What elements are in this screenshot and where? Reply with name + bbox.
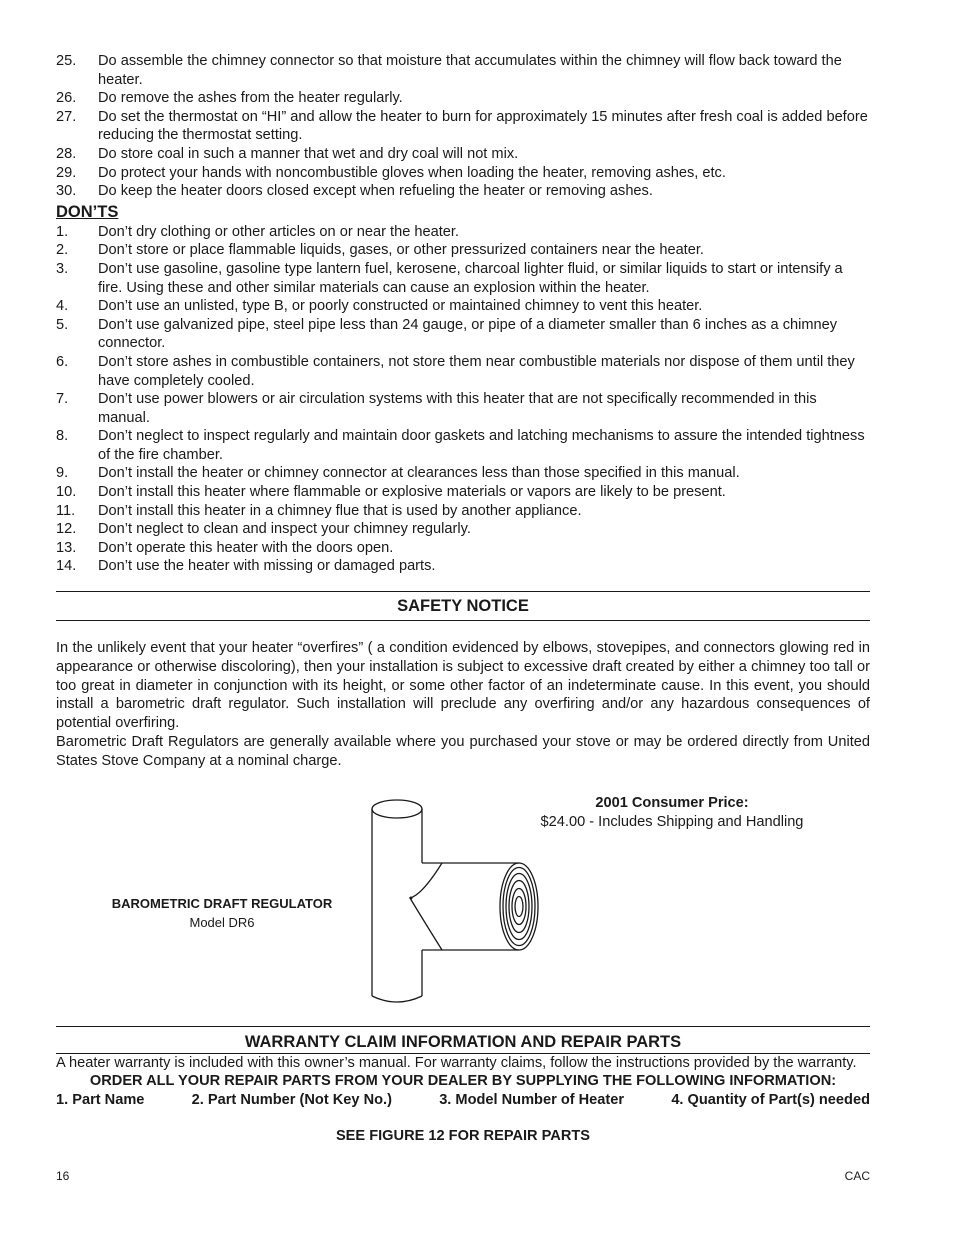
list-item-text: Do protect your hands with noncombustible gloves when loading the heater, removing ashes, etc. [98,164,726,181]
dont-item [56,297,870,316]
document-code: CAC [844,1169,870,1183]
list-item-number: 1. [56,223,69,240]
list-item-text: Don’t use an unlisted, type B, or poorly constructed or maintained chimney to vent this heater. [98,298,703,315]
dont-item [56,241,870,260]
safety-top-rule [56,591,870,592]
list-item-number: 10. [56,484,77,501]
warranty-top-rule [56,1026,870,1027]
list-item-text: Don’t use galvanized pipe, steel pipe less than 24 gauge, or pipe of a diameter smaller than 6 inches as a chimney connector. [98,316,838,352]
safety-bottom-rule [56,620,870,621]
list-item-text: Don’t use the heater with missing or damaged parts. [98,558,436,575]
dont-item [56,483,870,502]
list-item-text: Don’t install the heater or chimney connector at clearances less than those specified in this manual. [98,465,740,482]
page-footer [56,1169,870,1183]
do-item [56,108,870,145]
page-number: 16 [56,1169,70,1183]
list-item-text: Don’t store or place flammable liquids, gases, or other pressurized containers near the heater. [98,242,704,259]
donts-heading: DON’TS [56,202,119,221]
dont-item [56,520,870,539]
dont-item [56,390,870,427]
warranty-paragraph: A heater warranty is included with this owner’s manual. For warranty claims, follow the instructions provided by the warranty. [56,1054,857,1071]
list-item-number: 2. [56,242,69,259]
part-name-item: 1. Part Name [56,1092,145,1109]
regulator-caption [56,894,388,932]
list-item-text: Do remove the ashes from the heater regularly. [98,90,403,107]
list-item-number: 4. [56,298,69,315]
pivot-dot [410,896,413,899]
do-item [56,164,870,183]
regulator-caption-title: BAROMETRIC DRAFT REGULATOR [111,895,333,911]
regulator-face-ring-4 [512,888,526,924]
order-instructions: ORDER ALL YOUR REPAIR PARTS FROM YOUR DEALER BY SUPPLYING THE FOLLOWING INFORMATION: [89,1073,837,1090]
do-item [56,89,870,108]
regulator-face-ring-1 [503,867,535,945]
dont-item [56,223,870,242]
list-item-text: Don’t use gasoline, gasoline type lantern fuel, kerosene, charcoal lighter fluid, or similar liquids to start or intensify a fire. Using these and other similar materials can cause an explosion within the heater. [98,260,843,296]
dont-item [56,353,870,390]
dont-item [56,260,870,297]
list-item-number: 7. [56,391,69,408]
quantity-item: 4. Quantity of Part(s) needed [671,1092,870,1109]
price-info [526,794,818,832]
list-item-text: Don’t neglect to inspect regularly and maintain door gaskets and latching mechanisms to assure the intended tightness of the fire chamber. [98,428,865,463]
donts-list [56,223,870,576]
list-item-text: Don’t install this heater in a chimney flue that is used by another appliance. [98,502,582,519]
list-item-number: 13. [56,539,77,556]
list-item-number: 12. [56,521,77,538]
dont-item [56,557,870,576]
list-item-number: 11. [56,502,76,519]
part-number-item: 2. Part Number (Not Key No.) [191,1092,392,1109]
dont-item [56,502,870,521]
list-item-text: Don’t store ashes in combustible containers, not store them near combustible materials nor dispose of them until they have completely cooled. [98,353,855,389]
tee-saddle-curve [410,863,442,950]
list-item-number: 14. [56,558,77,575]
pipe-top-rim [372,800,422,818]
list-item-number: 30. [56,183,77,200]
regulator-caption-model: Model DR6 [189,914,255,930]
list-item-text: Don’t use power blowers or air circulation systems with this heater that are not specifically recommended in this manual. [98,391,817,426]
list-item-number: 27. [56,108,77,125]
do-item [56,182,870,201]
list-item-number: 8. [56,428,69,445]
list-item-number: 28. [56,145,77,162]
list-item-number: 29. [56,164,77,181]
safety-paragraph-2: Barometric Draft Regulators are generally available where you purchased your stove or may be ordered directly from United States Stove Company at a nominal charge. [56,734,870,769]
do-item [56,52,870,89]
dont-item [56,427,870,464]
regulator-figure [56,790,870,1026]
do-item [56,145,870,164]
dont-item [56,464,870,483]
price-title: 2001 Consumer Price: [595,794,749,811]
regulator-face-ring-2 [506,873,532,939]
manual-page [56,52,870,1146]
see-figure-note: SEE FIGURE 12 FOR REPAIR PARTS [335,1128,591,1145]
list-item-text: Don’t operate this heater with the doors open. [98,539,394,556]
list-item-text: Don’t neglect to clean and inspect your chimney regularly. [98,521,471,538]
regulator-face-center [515,896,523,916]
dont-item [56,539,870,558]
list-item-number: 5. [56,316,69,333]
list-item-number: 6. [56,353,69,370]
list-item-text: Don’t install this heater where flammable or explosive materials or vapors are likely to be present. [98,484,726,501]
dont-item [56,316,870,353]
pipe-bottom [372,996,422,1002]
list-item-text: Don’t dry clothing or other articles on or near the heater. [98,223,459,240]
list-item-text: Do keep the heater doors closed except when refueling the heater or removing ashes. [98,183,653,200]
list-item-number: 3. [56,260,69,277]
price-text: $24.00 - Includes Shipping and Handling [540,813,804,830]
warranty-title: WARRANTY CLAIM INFORMATION AND REPAIR PARTS [244,1032,682,1051]
list-item-number: 25. [56,53,77,69]
list-item-text: Do assemble the chimney connector so that moisture that accumulates within the chimney will flow back toward the heater. [98,53,842,88]
list-item-number: 26. [56,90,77,107]
safety-notice-title: SAFETY NOTICE [397,597,529,616]
parts-required-row [56,1091,870,1110]
list-item-text: Do store coal in such a manner that wet and dry coal will not mix. [98,145,519,162]
model-number-item: 3. Model Number of Heater [439,1092,625,1109]
list-item-number: 9. [56,465,69,482]
safety-paragraph-1: In the unlikely event that your heater “overfires” ( a condition evidenced by elbows, stovepipes, and connectors glowing red in appearance or otherwise discoloring), then your installation is subject to excessive draft created by either a chimney too tall or too great in diameter in conjunction with its height, or some other factor of an indeterminate cause. In this event, you should install a barometric draft regulator. Such installation will preclude any overfiring and/or any hazardous consequences of potential overfiring. [56,640,870,732]
list-item-text: Do set the thermostat on “HI” and allow the heater to burn for approximately 15 minutes after fresh coal is added before reducing the thermostat setting. [98,108,868,144]
dos-list [56,52,870,201]
